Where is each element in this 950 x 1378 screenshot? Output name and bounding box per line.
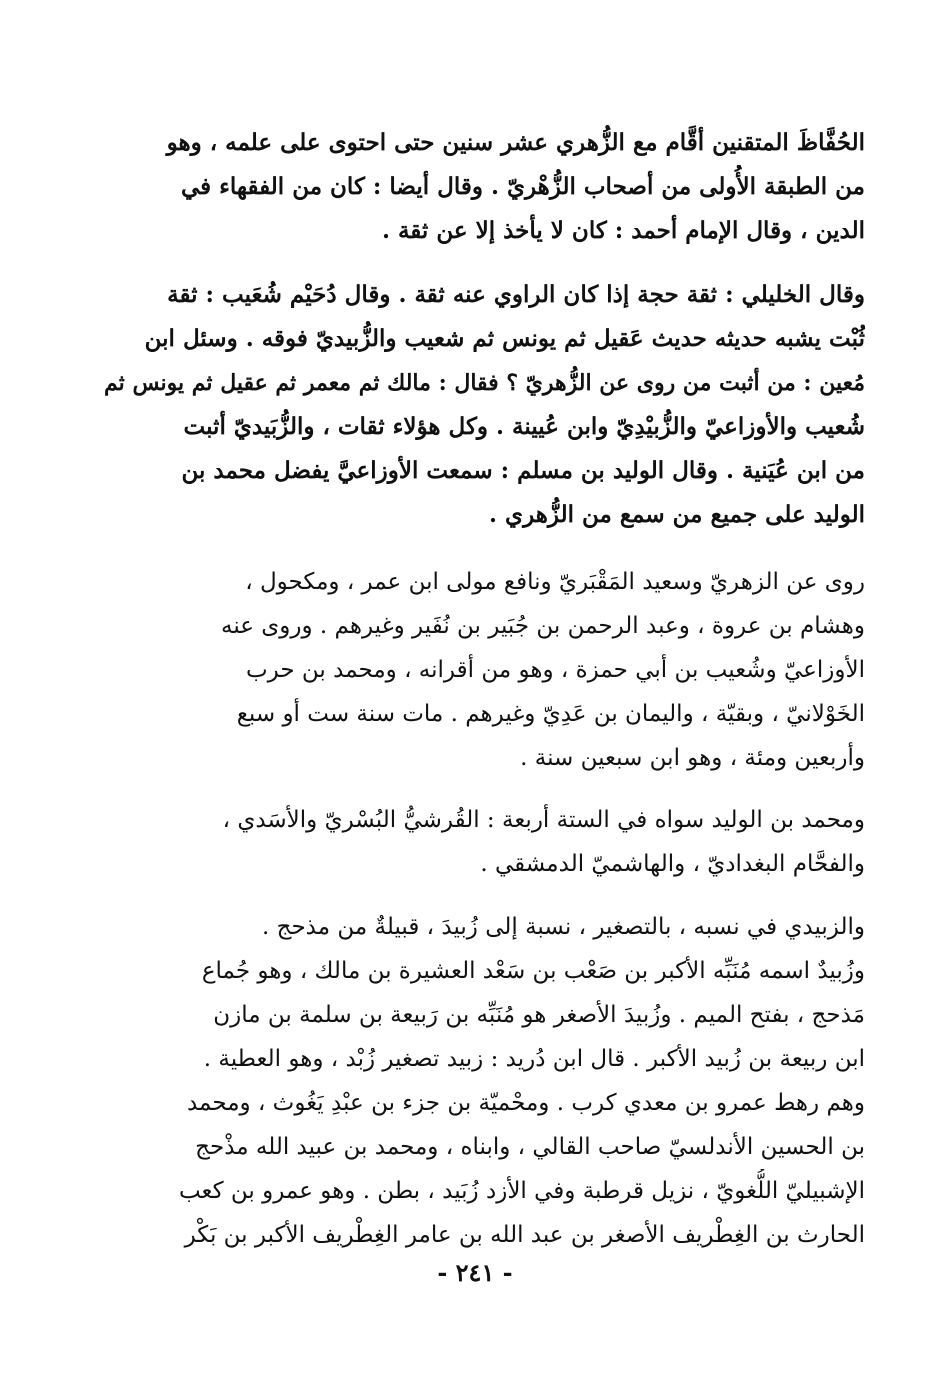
text-line: وهشام بن عروة ، وعبد الرحمن بن جُبَير بن نُفَير وغيرهم . وروى عنه [220, 613, 865, 639]
text-line: الوليد على جميع من سمع من الزُّهري . [489, 501, 865, 528]
text-line: وهم رهط عمرو بن معدي كرب . ومحْميّة بن جزء بن عبْدِ يَغُوث ، ومحمد [186, 1090, 865, 1116]
paragraph-3 [95, 560, 865, 780]
text-line: الأوزاعيّ وشُعيب بن أبي حمزة ، وهو من أقرانه ، ومحمد بن حرب [246, 657, 865, 683]
text-line: والزبيدي في نسبه ، بالتصغير ، نسبة إلى زُبيدَ ، قبيلةٌ من مذحج . [261, 914, 865, 940]
text-line: الخَوْلانيّ ، وبقيّة ، واليمان بن عَدِيّ وغيرهم . مات سنة ست أو سبع [236, 701, 865, 727]
page-number: - ٢٤١ - [437, 1258, 513, 1287]
text-line: من الطبقة الأُولى من أصحاب الزُّهْريّ . وقال أيضا : كان من الفقهاء في [180, 173, 865, 200]
text-line: الحُفَّاظَ المتقنين أقَّام مع الزُّهري عشر سنين حتى احتوى على علمه ، وهو [166, 129, 865, 156]
paragraph-1 [95, 121, 865, 253]
text-line: الإشبيليّ اللُّغويّ ، نزيل قرطبة وفي الأزد زُبَيد ، بطن . وهو عمرو بن كعب [178, 1178, 865, 1204]
text-line: وزُبيدٌ اسمه مُنَبِّه الأكبر بن صَعْب بن سَعْد العشيرة بن مالك ، وهو جُماع [201, 958, 865, 984]
text-line: ابن ربيعة بن زُبيد الأكبر . قال ابن دُريد : زبيد تصغير زُبْد ، وهو العطية . [203, 1046, 865, 1072]
text-line: والفحَّام البغداديّ ، والهاشميّ الدمشقي . [480, 851, 865, 877]
text-line: ثُبْت يشبه حديثه حديث عَقيل ثم يونس ثم شعيب والزُّبيديّ فوقه . وسئل ابن [144, 325, 865, 352]
paragraph-4 [95, 798, 865, 886]
text-line: وأربعين ومئة ، وهو ابن سبعين سنة . [520, 745, 865, 771]
paragraph-2 [95, 273, 865, 537]
text-line: وقال الخليلي : ثقة حجة إذا كان الراوي عنه ثقة . وقال دُحَيْم شُعَيب : ثقة [167, 281, 865, 308]
paragraph-5 [95, 905, 865, 1257]
text-line: بن الحسين الأندلسيّ صاحب القالي ، وابناه ، ومحمد بن عبيد الله مذْحج [195, 1134, 865, 1160]
text-line: الحارث بن الغِطْريف الأصغر بن عبد الله بن عامر الغِطْريف الأكبر بن بَكْر [184, 1222, 865, 1248]
text-line: مَذحج ، بفتح الميم . وزُبيدَ الأصغر هو مُنَبِّه بن رَبيعة بن سلمة بن مازن [213, 1002, 865, 1028]
text-line: ومحمد بن الوليد سواه في الستة أربعة : القُرشيُّ البُسْريّ والأسَدي ، [222, 807, 865, 833]
text-line: مُعين : من أثبت من روى عن الزُّهريّ ؟ فقال : مالك ثم معمر ثم عقيل ثم يونس ثم [104, 370, 865, 396]
text-line: الدين ، وقال الإمام أحمد : كان لا يأخذ إلا عن ثقة . [381, 217, 865, 244]
text-line: شُعيب والأوزاعيّ والزُّبيْدِيّ وابن عُيينة . وكل هؤلاء ثقات ، والزُّبَيديّ أثبت [183, 413, 865, 440]
text-line: روى عن الزهريّ وسعيد المَقْبَريّ ونافع مولى ابن عمر ، ومكحول ، [245, 569, 865, 595]
text-line: من ابن عُيَنية . وقال الوليد بن مسلم : سمعت الأوزاعيَّ يفضل محمد بن [181, 457, 865, 484]
